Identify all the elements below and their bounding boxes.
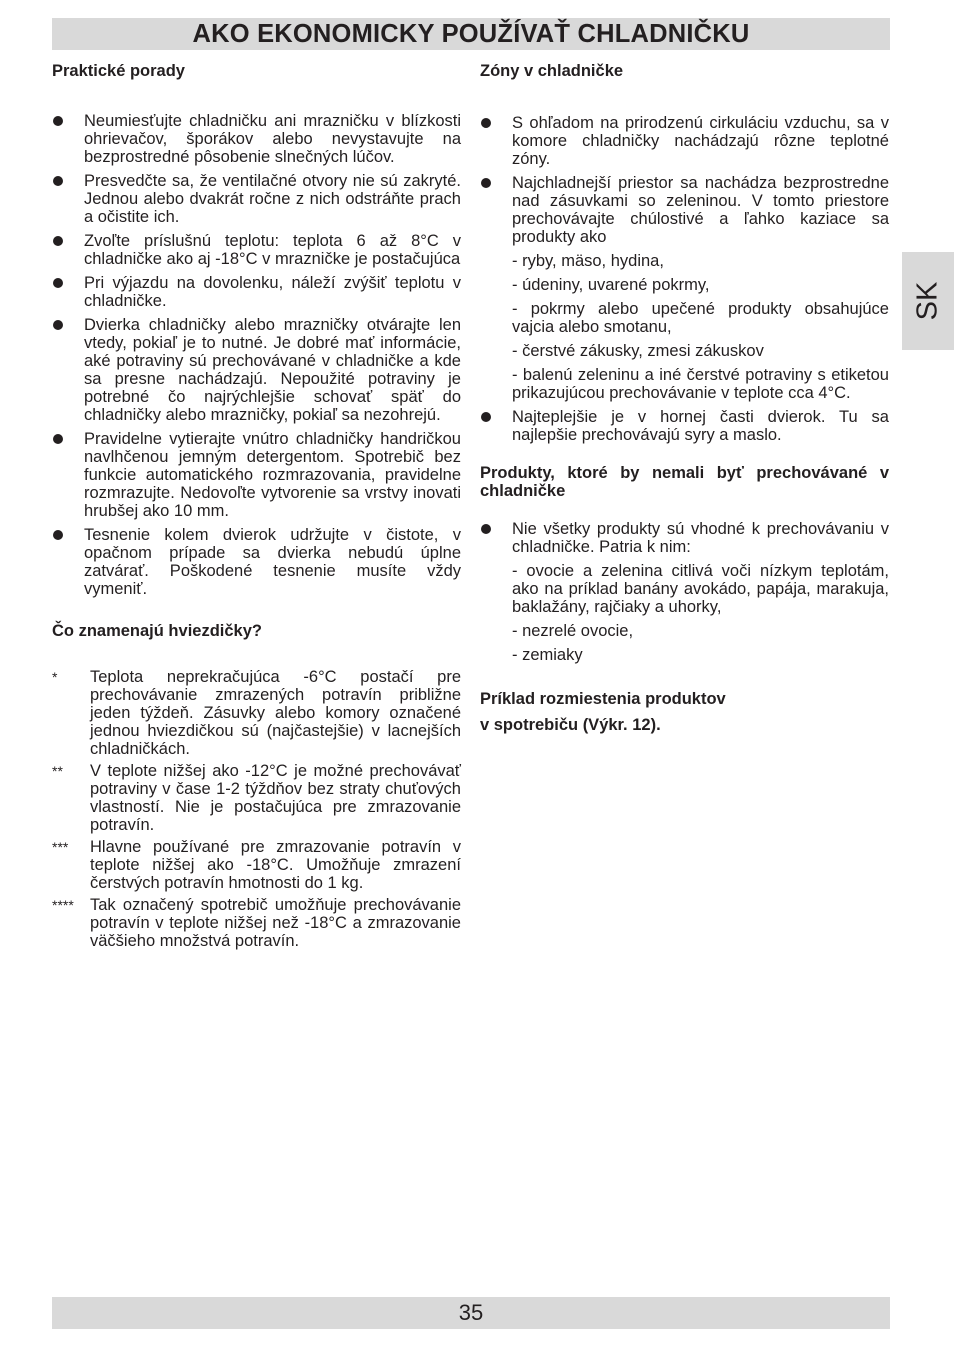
- star-mark: *: [52, 669, 58, 685]
- bullet-icon: [481, 412, 491, 422]
- zone-subitem: - ryby, mäso, hydina,: [512, 252, 664, 270]
- stars-heading: Čo znamenajú hviezdičky?: [52, 622, 262, 640]
- example-heading-line1: Príklad rozmiestenia produktov: [480, 690, 726, 708]
- list-item: [52, 430, 461, 520]
- zones-heading: Zóny v chladničke: [480, 62, 624, 80]
- notstore-list: [480, 520, 889, 664]
- star-text: Hlavne používané pre zmrazovanie potravín v teplote nižšej ako -18°C. Umožňuje zmrazení čerstvých potravín hmotnosti do 1 kg.: [90, 838, 461, 892]
- list-item: [52, 762, 461, 834]
- language-tab: [902, 252, 954, 350]
- bullet-icon: [53, 320, 63, 330]
- list-item: [52, 112, 461, 166]
- zone-text: Najchladnejší priestor sa nachádza bezprostredne nad zásuvkami so zeleninou. V tomto priestore prechovávajte chúlostivé a ľahko kaziace sa produkty ako: [512, 174, 889, 246]
- bullet-icon: [53, 176, 63, 186]
- list-item: [52, 668, 461, 758]
- zones-list: [480, 114, 889, 444]
- zone-subitem: - údeniny, uvarené pokrmy,: [512, 276, 710, 294]
- star-mark: **: [52, 763, 63, 779]
- bullet-icon: [481, 118, 491, 128]
- list-item: [52, 896, 461, 950]
- title-bar: [52, 18, 890, 50]
- tip-text: Neumiesťujte chladničku ani mrazničku v blízkosti ohrievačov, šporákov alebo nevystavujte na bezprostredné pôsobenie slnečných lúčov.: [84, 112, 461, 166]
- list-item: [480, 520, 889, 664]
- page-number: 35: [458, 1300, 484, 1325]
- zone-text: Najteplejšie je v hornej časti dvierok. Tu sa najlepšie prechovávajú syry a maslo.: [512, 408, 889, 444]
- tip-text: Tesnenie kolem dvierok udržujte v čistote, v opačnom prípade sa dvierka nebudú úplne zatvárať. Poškodené tesnenie musíte vždy vymeniť.: [84, 526, 461, 598]
- star-mark: ****: [52, 897, 74, 913]
- language-tab-label: SK: [911, 281, 944, 321]
- page-title: AKO EKONOMICKY POUŽÍVAŤ CHLADNIČKU: [192, 20, 750, 48]
- tip-text: Zvoľte príslušnú teplotu: teplota 6 až 8°C v chladničke ako aj -18°C v mrazničke je postačujúca: [84, 232, 461, 268]
- star-text: V teplote nižšej ako -12°C je možné prechovávať potraviny v čase 1-2 týždňov bez straty chuťových vlastností. Nie je postačujúca pre zmrazovanie potravín.: [90, 762, 461, 834]
- list-item: [52, 316, 461, 424]
- notstore-subitem: - ovocie a zelenina citlivá voči nízkym teplotám, ako na príklad banány avokádo, papája, marakuja, baklažány, rajčiaky a uhorky,: [512, 562, 889, 616]
- right-column: [480, 60, 889, 736]
- zone-subitem: - čerstvé zákusky, zmesi zákuskov: [512, 342, 764, 360]
- list-item: [480, 174, 889, 402]
- list-item: [52, 232, 461, 268]
- notstore-subitem: - nezrelé ovocie,: [512, 622, 634, 640]
- tip-text: Presvedčte sa, že ventilačné otvory nie sú zakryté. Jednou alebo dvakrát ročne z nich odstráňte prach a očistite ich.: [84, 172, 461, 226]
- zone-subitem: - balenú zeleninu a iné čerstvé potraviny s etiketou prikazujúcou prechovávanie v teplote cca 4°C.: [512, 366, 889, 402]
- footer-bar: [52, 1297, 890, 1329]
- tip-text: Pravidelne vytierajte vnútro chladničky handričkou navlhčenou jemným detergentom. Spotrebič bez funkcie automatického rozmrazovania, pravidelne rozmrazujte. Nedovoľte vytvorenie sa vrstvy inovati hrubšej ako 10 mm.: [84, 430, 461, 520]
- list-item: [480, 408, 889, 444]
- tip-text: Dvierka chladničky alebo mrazničky otvárajte len vtedy, pokiaľ je to nutné. Je dobré mať informácie, aké potraviny sú prechovávané v chladničke a kde sa presne nachádzajú. Nepoužité potraviny je potrebné čo najrýchlejšie schovať späť do chladničky alebo mrazničky, pokiaľ sa nezohrejú.: [84, 316, 461, 424]
- zone-subitem: - pokrmy alebo upečené produkty obsahujúce vajcia alebo smotanu,: [512, 300, 889, 336]
- star-mark: ***: [52, 839, 69, 855]
- list-item: [52, 838, 461, 892]
- star-text: Tak označený spotrebič umožňuje prechovávanie potravín v teplote nižšej než -18°C a zmrazovanie väčšieho množstvá potravín.: [90, 896, 461, 950]
- list-item: [52, 526, 461, 598]
- bullet-icon: [53, 116, 63, 126]
- zone-text: S ohľadom na prirodzenú cirkuláciu vzduchu, sa v komore chladničky nachádzajú rôzne teplotné zóny.: [512, 114, 889, 168]
- bullet-icon: [53, 434, 63, 444]
- bullet-icon: [53, 278, 63, 288]
- notstore-subitem: - zemiaky: [512, 646, 583, 664]
- star-text: Teplota neprekračujúca -6°C postačí pre prechovávanie zmrazených potravín približne jeden týždeň. Zásuvky alebo komory označené jednou hviezdičkou sú (najčastejšie) v lacnejších chladničkách.: [90, 668, 461, 758]
- tip-text: Pri výjazdu na dovolenku, náleží zvýšiť teplotu v chladničke.: [84, 274, 461, 310]
- list-item: [480, 114, 889, 168]
- notstore-intro: Nie všetky produkty sú vhodné k prechovávaniu v chladničke. Patria k nim:: [512, 520, 889, 556]
- list-item: [52, 274, 461, 310]
- bullet-icon: [481, 178, 491, 188]
- tips-list: [52, 112, 461, 598]
- bullet-icon: [481, 524, 491, 534]
- example-heading-line2: v spotrebiču (Výkr. 12).: [480, 716, 661, 734]
- bullet-icon: [53, 530, 63, 540]
- list-item: [52, 172, 461, 226]
- stars-list: [52, 668, 461, 950]
- bullet-icon: [53, 236, 63, 246]
- left-column: [52, 60, 461, 954]
- notstore-heading: Produkty, ktoré by nemali byť prechovávané v chladničke: [480, 464, 889, 500]
- tips-heading: Praktické porady: [52, 62, 185, 80]
